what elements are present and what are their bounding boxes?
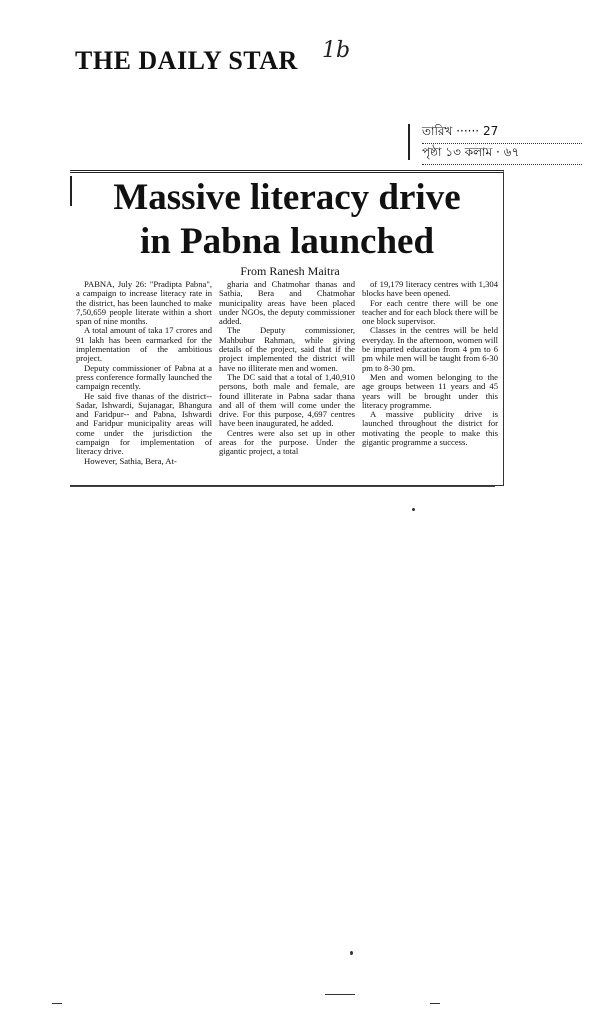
article-column-1: [76, 280, 212, 466]
paragraph: of 19,179 literacy centres with 1,304 blocks have been opened.: [362, 279, 498, 299]
stamp-date-row: তারিখ ······ 27: [422, 123, 582, 144]
article-column-2: [219, 280, 355, 457]
paragraph: A total amount of taka 17 crores and 91 lakh has been earmarked for the implementation of the ambitious project.: [76, 325, 212, 364]
headline-line-2: in Pabna launched: [139, 221, 435, 262]
scan-speck: [412, 508, 415, 511]
paragraph: Deputy commissioner of Pabna at a press conference formally launched the campaign recently.: [76, 362, 212, 392]
stamp-page-row: পৃষ্ঠা ১৩ কলাম · ৬৭: [422, 144, 582, 165]
paragraph: gharia and Chatmohar thanas and Sathia, Bera and Chatmohar municipality areas have been placed under NGOs, the deputy commissioner added.: [219, 279, 355, 327]
archive-stamp: [418, 118, 586, 168]
paragraph: PABNA, July 26: "Pradipta Pabna", a campaign to increase literacy rate in the district, has been launched to make 7,50,659 people literate within a short span of nine months.: [76, 279, 212, 327]
article-column-3: [362, 280, 498, 447]
scan-speck: [430, 1003, 440, 1004]
article-headline: [72, 176, 502, 264]
stamp-frame: [408, 124, 414, 160]
scan-speck: [52, 1003, 62, 1004]
handwritten-mark: 1b: [322, 38, 351, 63]
stamp-column-label: কলাম: [464, 145, 493, 159]
stamp-page-value: ১৩: [445, 145, 461, 159]
newspaper-masthead: THE DAILY STAR: [75, 46, 298, 75]
paragraph: Men and women belonging to the age groups between 11 years and 45 years will be brought under this literacy programme.: [362, 371, 498, 410]
paragraph: The Deputy commissioner, Mahbubur Rahman, while giving details of the project, said that if the project implemented the district will have no illiterate men and women.: [219, 325, 355, 373]
article-byline: From Ranesh Maitra: [240, 264, 340, 278]
paragraph: For each centre there will be one teacher and for each block there will be one block supervisor.: [362, 297, 498, 327]
paragraph: Centres were also set up in other areas for the purpose. Under the gigantic project, a total: [219, 427, 355, 457]
paragraph: Classes in the centres will be held everyday. In the afternoon, women will be imparted education from 4 pm to 6 pm while men will be taught from 6-30 pm to 8-30 pm.: [362, 325, 498, 373]
headline-line-1: Massive literacy drive: [113, 177, 461, 218]
scan-speck: [325, 994, 355, 995]
scan-speck: [350, 951, 353, 955]
paragraph: However, Sathia, Bera, At-: [84, 455, 177, 466]
stamp-date-label: তারিখ: [422, 124, 453, 138]
paragraph: The DC said that a total of 1,40,910 persons, both male and female, are found illiterate in Pabna sadar thana and all of them will come under the drive. For this purpose, 4,697 centres have been inaugurated, he added.: [219, 371, 355, 429]
stamp-column-value: ৬৭: [503, 145, 520, 159]
stamp-date-value: 27: [482, 124, 499, 138]
article-bottom-rule: [70, 486, 495, 487]
stamp-page-label: পৃষ্ঠা: [422, 145, 442, 159]
paragraph: He said five thanas of the district-- Sadar, Ishwardi, Sujanagar, Bhangura and Faridpur-- and Pabna, Ishwardi and Faridpur municipality areas will come under the jurisdiction the campaign for implementation of literacy drive.: [76, 390, 212, 457]
paragraph: A massive publicity drive is launched throughout the district for motivating the people to make this gigantic programme a success.: [362, 409, 498, 448]
